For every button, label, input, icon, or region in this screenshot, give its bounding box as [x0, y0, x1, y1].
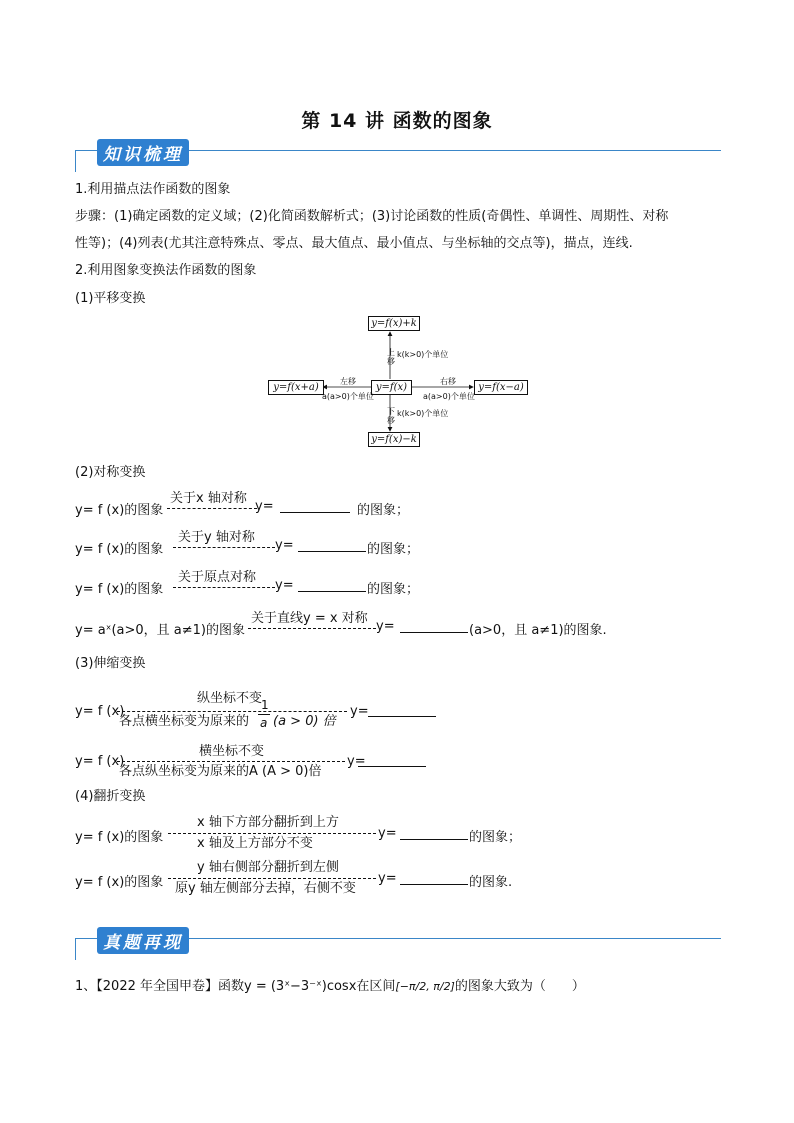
- box-down: y=f(x)−k: [368, 432, 420, 447]
- sym2-pre: y= f (x)的图象: [75, 542, 164, 557]
- label-down-note: k(k>0)个单位: [397, 409, 449, 418]
- sub-symmetry: (2)对称变换: [75, 465, 146, 480]
- heading-point-plot: 1.利用描点法作函数的图象: [75, 182, 231, 197]
- stretch1-mid: y=: [350, 704, 369, 719]
- sym4-post: (a>0，且 a≠1)的图象.: [469, 623, 607, 638]
- sym3-mid: y=: [275, 578, 294, 593]
- sym1-mid: y=: [255, 499, 274, 514]
- sym3-arrow: [173, 587, 275, 588]
- sym4-condition: 关于直线y = x 对称: [251, 611, 368, 626]
- sym-row-2: [75, 526, 725, 562]
- label-right-note: a(a>0)个单位: [423, 392, 475, 401]
- sym3-blank: [298, 591, 366, 592]
- sym2-arrow: [173, 547, 275, 548]
- sym1-blank: [280, 512, 350, 513]
- box-center: y=f(x): [371, 380, 412, 395]
- fold2-under: 原y 轴左侧部分去掉，右侧不变: [175, 881, 356, 896]
- sym3-condition: 关于原点对称: [178, 570, 257, 585]
- fold2-post: 的图象.: [469, 875, 513, 890]
- label-left-note: a(a>0)个单位: [322, 392, 374, 401]
- sym-row-3: [75, 566, 725, 602]
- fold-row-1: [75, 810, 725, 854]
- label-down: 下移: [387, 407, 395, 425]
- section2-vertical-rule: [75, 938, 76, 960]
- q1-interval: [−π/2, π/2]: [395, 980, 455, 993]
- sym1-arrow: [167, 508, 257, 509]
- fold-row-2: [75, 855, 725, 899]
- stretch1-cond: (a > 0) 倍: [273, 714, 336, 729]
- sym4-arrow: [248, 628, 376, 629]
- stretch1-blank: [368, 716, 436, 717]
- label-right: 右移: [440, 377, 456, 386]
- q1-text-1: 函数y = (3ˣ−3⁻ˣ)cosx在区间: [218, 979, 396, 994]
- fold2-pre: y= f (x)的图象: [75, 875, 164, 890]
- sym-row-1: [75, 487, 725, 523]
- label-up: 上移: [387, 348, 395, 366]
- sym1-condition: 关于x 轴对称: [170, 491, 247, 506]
- fold2-condition: y 轴右侧部分翻折到左侧: [197, 860, 339, 875]
- sym1-post: 的图象；: [357, 503, 410, 518]
- box-up: y=f(x)+k: [368, 316, 420, 331]
- stretch2-condition: 横坐标不变: [199, 744, 265, 759]
- stretch2-pre: y= f (x): [75, 754, 125, 769]
- sub-translation: (1)平移变换: [75, 291, 146, 306]
- sym4-blank: [400, 632, 468, 633]
- stretch2-mid: y=: [347, 754, 366, 769]
- steps-line-1: 步骤：(1)确定函数的定义域；(2)化简函数解析式；(3)讨论函数的性质(奇偶性、单调性、周期性、对称: [75, 209, 669, 224]
- stretch1-pre: y= f (x): [75, 704, 125, 719]
- q1-source: 【2022 年全国甲卷】: [96, 979, 218, 994]
- fold1-pre: y= f (x)的图象: [75, 830, 164, 845]
- fold1-condition: x 轴下方部分翻折到上方: [197, 815, 339, 830]
- sym4-pre: y= aˣ(a>0，且 a≠1)的图象: [75, 623, 245, 638]
- q1-text-2: 的图象大致为（ ）: [454, 979, 585, 994]
- stretch1-frac-bar: [258, 714, 270, 715]
- fold2-mid: y=: [378, 871, 397, 886]
- sym2-mid: y=: [275, 538, 294, 553]
- stretch2-under: 各点纵坐标变为原来的A (A > 0)倍: [119, 764, 322, 779]
- sym2-blank: [298, 551, 366, 552]
- question-1: [75, 975, 725, 999]
- sub-stretch: (3)伸缩变换: [75, 656, 146, 671]
- section-knowledge-label: 知识梳理: [97, 139, 189, 166]
- stretch2-blank: [358, 766, 426, 767]
- sub-fold: (4)翻折变换: [75, 789, 146, 804]
- label-left: 左移: [340, 377, 356, 386]
- stretch-row-2: [75, 740, 725, 780]
- page-title: 第 14 讲 函数的图象: [301, 110, 493, 132]
- section-vertical-rule: [75, 150, 76, 172]
- sym3-post: 的图象；: [367, 582, 420, 597]
- fold1-post: 的图象；: [469, 830, 522, 845]
- stretch1-under: 各点横坐标变为原来的: [119, 714, 250, 729]
- stretch1-frac-num: 1: [261, 698, 269, 712]
- fold2-blank: [400, 884, 468, 885]
- sym1-pre: y= f (x)的图象: [75, 503, 164, 518]
- sym2-post: 的图象；: [367, 542, 420, 557]
- sym4-mid: y=: [376, 619, 395, 634]
- label-up-note: k(k>0)个单位: [397, 350, 449, 359]
- sym2-condition: 关于y 轴对称: [178, 530, 255, 545]
- heading-transform: 2.利用图象变换法作函数的图象: [75, 263, 257, 278]
- box-right: y=f(x−a): [474, 380, 528, 395]
- fold1-mid: y=: [378, 826, 397, 841]
- box-left: y=f(x+a): [268, 380, 324, 395]
- stretch1-condition: 纵坐标不变: [197, 691, 263, 706]
- stretch1-frac-den: a: [260, 716, 268, 730]
- sym3-pre: y= f (x)的图象: [75, 582, 164, 597]
- steps-line-2: 性等)；(4)列表(尤其注意特殊点、零点、最大值点、最小值点、与坐标轴的交点等)，描点，连线.: [75, 236, 633, 251]
- sym-row-4: [75, 607, 725, 643]
- stretch-row-1: [75, 686, 725, 734]
- q1-number: 1、: [75, 979, 97, 994]
- fold1-blank: [400, 839, 468, 840]
- translation-diagram: [260, 312, 540, 452]
- fold1-under: x 轴及上方部分不变: [197, 836, 313, 851]
- section-real-exam-label: 真题再现: [97, 927, 189, 954]
